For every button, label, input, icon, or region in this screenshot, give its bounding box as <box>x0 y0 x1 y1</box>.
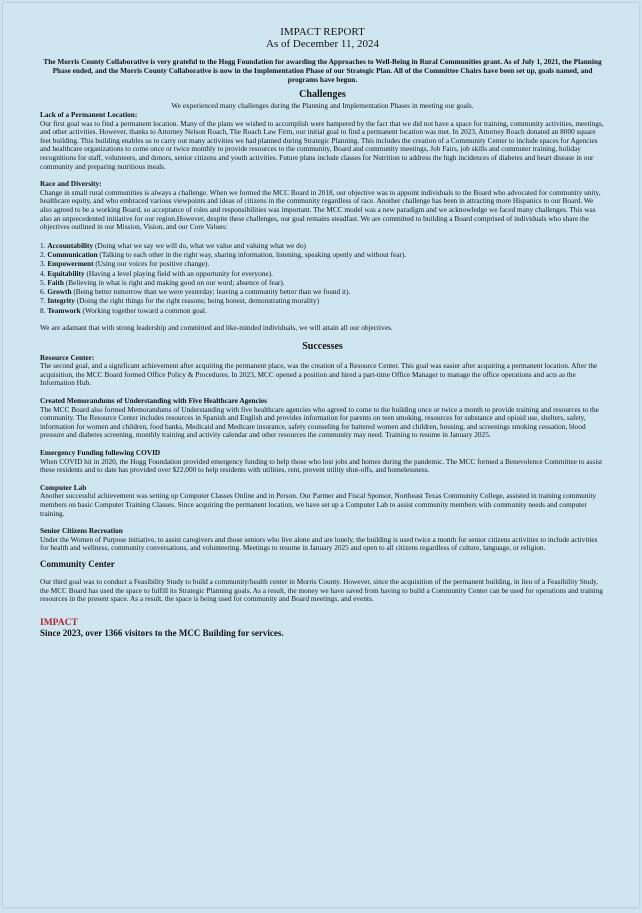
core-value-item: 1. Accountability (Doing what we say we will do, what we value and valuing what we do) <box>40 240 306 250</box>
impact-label: IMPACT <box>40 617 78 628</box>
community-center-heading: Community Center <box>40 558 115 569</box>
challenges-lead: We experienced many challenges during the Planning and Implementation Phases in meeting our goals. <box>171 101 474 111</box>
resource-text: The second goal, and a significant achievement after acquiring the permanent place, was the creation of a Resource Center. This goal was easier after acquiring a permanent location. After the acquisition, the MCC Board formed Office Policy & Procedures. In 2023, MCC opened a position and hired a part-time Office Manager to manage the office operations and acts as the Information Hub. <box>40 361 598 388</box>
core-value-item: 6. Growth (Being better tomorrow than we were yesterday; leaving a community better than we found it). <box>40 287 351 297</box>
core-value-item: 7. Integrity (Doing the right things for the right reasons; being honest, demonstrating morality) <box>40 296 320 306</box>
report-date: As of December 11, 2024 <box>266 38 379 50</box>
core-value-item: 5. Faith (Believing in what is right and making good on our word; absence of fear). <box>40 277 285 287</box>
challenges-closing: We are adamant that with strong leadership and committed and like-minded individuals, we will attain all our objectives. <box>40 323 393 333</box>
computer-lab-text: Another successful achievement was setting up Computer Classes Online and in Person. Our Partner and Fiscal Sponsor, Northeast Texas Community College, assisted in training community members on basic Computer Training Classes. Since acquiring the permanent location, we have set up a Computer Lab to assist community members with community needs and computer training. <box>40 491 597 518</box>
intro-paragraph: The Morris County Collaborative is very grateful to the Hogg Foundation for awarding the Approaches to Well-Being in Rural Communities grant. As of July 1, 2021, the Planning Phase ended, and the Morris County Collaborative is now in the Implementation Phase of our Strategic Plan. All of the Committee Chairs have been set up, goals named, and programs have begun. <box>43 57 602 84</box>
successes-heading: Successes <box>302 340 343 352</box>
mou-text: The MCC Board also formed Memorandums of Understanding with five healthcare agencies who agreed to come to the building once or twice a month to provide training and resources to the community. The Resource Center includes resources in Spanish and English and provides information for parents on teen smoking, resources for substance and opioid use, shelters, safety, information for women and children, food banks, Medicaid and Medicare insurance, safety counseling for battered women and children, housing, and screenings smoking cessation, blood pressure and diabetes screening, monthly training and activity calendar and other resources the community may need. Training to resume in January 2025. <box>40 404 599 440</box>
challenges-heading: Challenges <box>299 89 346 101</box>
core-value-item: 8. Teamwork (Working together toward a common goal. <box>40 305 207 315</box>
covid-title: Emergency Funding following COVID <box>40 448 161 458</box>
report-page <box>3 3 639 907</box>
community-center-text: Our third goal was to conduct a Feasibility Study to build a community/health center in Morris County. However, since the acquisition of the permanent building, in lieu of a Feasibility Study, the MCC Board has used the space to fulfill its Strategic Planning goals. As a result, the money we have saved from having to build a Community Center can be used for operations and training resources in the present space. As a result, the space is being used for community and Board meetings, and events. <box>40 576 603 604</box>
impact-text: Since 2023, over 1366 visitors to the MCC Building for services. <box>40 627 284 638</box>
core-values-list <box>40 241 605 315</box>
core-value-item: 2. Communication (Talking to each other in the right way, sharing information, listening, speaking openly and without fear). <box>40 250 407 259</box>
covid-text: When COVID hit in 2020, the Hogg Foundation provided emergency funding to help those who lost jobs and homes during the pandemic. The MCC formed a Benevolence Committee to assist these residents and to date has provided over $22,000 to help residents with utilities, rent, prevent utility shut-offs, and homelessness. <box>40 456 603 475</box>
location-text: Our first goal was to find a permanent location. Many of the plans we wished to accomplish were hampered by the fact that we did not have a space for training, community activities, meetings, and other activities. However, thanks to Attorney Nelson Roach, The Roach Law Firm, our initial goal to find a permanent location was met. In 2023, Attorney Roach donated an 8000 square feet building. This building enables us to carry out many activities we had planned during Strategic Planning. This includes the creation of a Community Center to include spaces for Agencies and healthcare organizations to come once or twice monthly to provide resources to the community, Board and community meetings, Job Fairs, job skills and commuter training, holiday recognitions for staff, volunteers, and donors, senior citizens and youth activities. Future plans include classes for Nutrition to address the high incidences of diabetes and heart disease in our community and preparing nutritious meals. <box>40 118 604 171</box>
senior-text: Under the Women of Purpose initiative, to assist caregivers and those seniors who live alone and are lonely, the building is used twice a month for senior citizens activities to include activities for health and wellness, community conversations, and volunteering. Meetings to resume in January 2025 and open to all citizens regardless of culture, language, or religion. <box>40 534 598 553</box>
computer-lab-title: Computer Lab <box>40 482 87 492</box>
location-title: Lack of a Permanent Location: <box>40 109 138 119</box>
resource-title: Resource Center: <box>40 352 95 362</box>
report-title: IMPACT REPORT <box>280 26 365 38</box>
race-text: Change in small rural communities is always a challenge. When we formed the MCC Board in 2018, our objective was to appoint individuals to the Board who advocated for community unity, healthcare equity, and who embraced various viewpoints and ideas of citizens in the community regardless of race. Another challenge has been in attracting more Hispanics to our Board. We also agreed to be a working Board, so acceptance of roles and responsibilities was important. The MCC model was a new paradigm and we acknowledge we faced many challenges. This was also an unprecedented initiative for our region.However, despite these challenges, our goal remains steadfast. We are committed to building a Board comprised of individuals who share the objectives outlined in our Mission, Vision, and our Core Values: <box>40 187 601 232</box>
senior-title: Senior Citizens Recreation <box>40 526 123 536</box>
race-title: Race and Diversity: <box>40 179 102 189</box>
core-value-item: 3. Empowerment (Using our voices for positive change). <box>40 259 210 269</box>
core-value-item: 4. Equitability (Having a level playing field with an opportunity for everyone). <box>40 268 273 278</box>
mou-title: Created Memorandums of Understanding with Five Healthcare Agencies <box>40 396 267 406</box>
